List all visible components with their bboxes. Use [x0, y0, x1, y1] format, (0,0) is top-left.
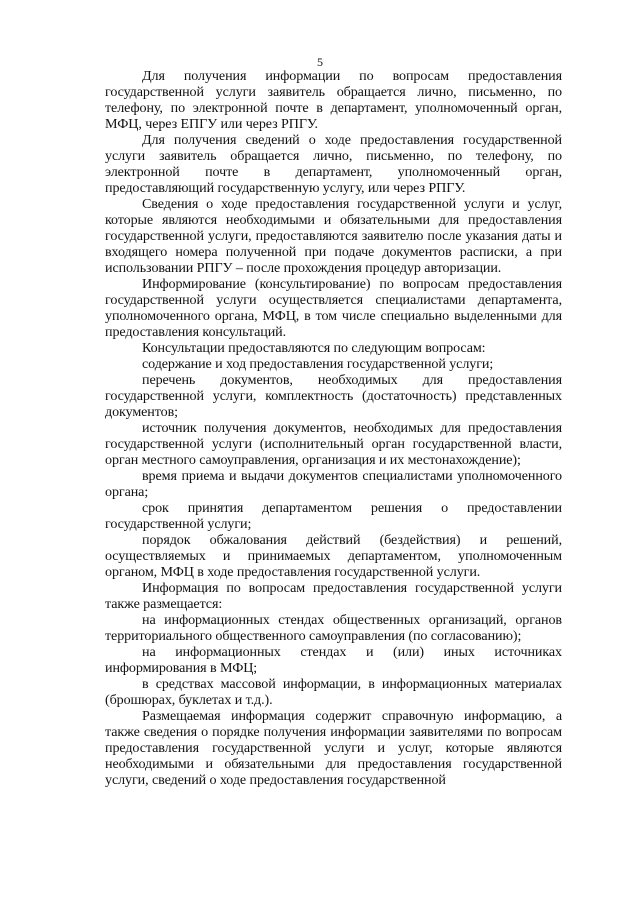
- list-item: в средствах массовой информации, в информационных материалах (брошюрах, буклетах и т.д.).: [105, 676, 562, 708]
- list-item: на информационных стендах и (или) иных источниках информирования в МФЦ;: [105, 644, 562, 676]
- list-item: перечень документов, необходимых для предоставления государственной услуги, комплектность (достаточность) представленных документов;: [105, 372, 562, 420]
- document-body: [105, 68, 562, 788]
- paragraph: Сведения о ходе предоставления государственной услуги и услуг, которые являются необходимыми и обязательными для предоставления государственной услуги, предоставляются заявителю после указания даты и входящего номера полученной при подаче документов расписки, а при использовании РПГУ – после прохождения процедур авторизации.: [105, 196, 562, 276]
- paragraph: Консультации предоставляются по следующим вопросам:: [142, 340, 486, 356]
- list-item: источник получения документов, необходимых для предоставления государственной услуги (исполнительный орган государственной власти, орган местного самоуправления, организация и их местонахождение);: [105, 420, 562, 468]
- list-item: порядок обжалования действий (бездействия) и решений, осуществляемых и принимаемых департаментом, уполномоченным органом, МФЦ в ходе предоставления государственной услуги.: [105, 532, 562, 580]
- paragraph: Размещаемая информация содержит справочную информацию, а также сведения о порядке получения информации заявителями по вопросам предоставления государственной услуги и услуг, которые являются необходимыми и обязательными для предоставления государственной услуги, сведений о ходе предоставления государственной: [105, 708, 562, 788]
- list-item: на информационных стендах общественных организаций, органов территориального общественного самоуправления (по согласованию);: [105, 612, 562, 644]
- paragraph: Информирование (консультирование) по вопросам предоставления государственной услуги осуществляется специалистами департамента, уполномоченного органа, МФЦ, в том числе специально выделенными для предоставления консультаций.: [105, 276, 562, 340]
- paragraph: Для получения сведений о ходе предоставления государственной услуги заявитель обращается лично, письменно, по телефону, по электронной почте в департамент, уполномоченный орган, предоставляющий государственную услугу, или через РПГУ.: [105, 132, 562, 196]
- list-item: время приема и выдачи документов специалистами уполномоченного органа;: [105, 468, 562, 500]
- list-item: содержание и ход предоставления государственной услуги;: [142, 356, 494, 372]
- page-number: 5: [317, 55, 323, 69]
- paragraph: Информация по вопросам предоставления государственной услуги также размещается:: [105, 580, 562, 612]
- paragraph: Для получения информации по вопросам предоставления государственной услуги заявитель обращается лично, письменно, по телефону, по электронной почте в департамент, уполномоченный орган, МФЦ, через ЕПГУ или через РПГУ.: [105, 68, 562, 132]
- list-item: срок принятия департаментом решения о предоставлении государственной услуги;: [105, 500, 562, 532]
